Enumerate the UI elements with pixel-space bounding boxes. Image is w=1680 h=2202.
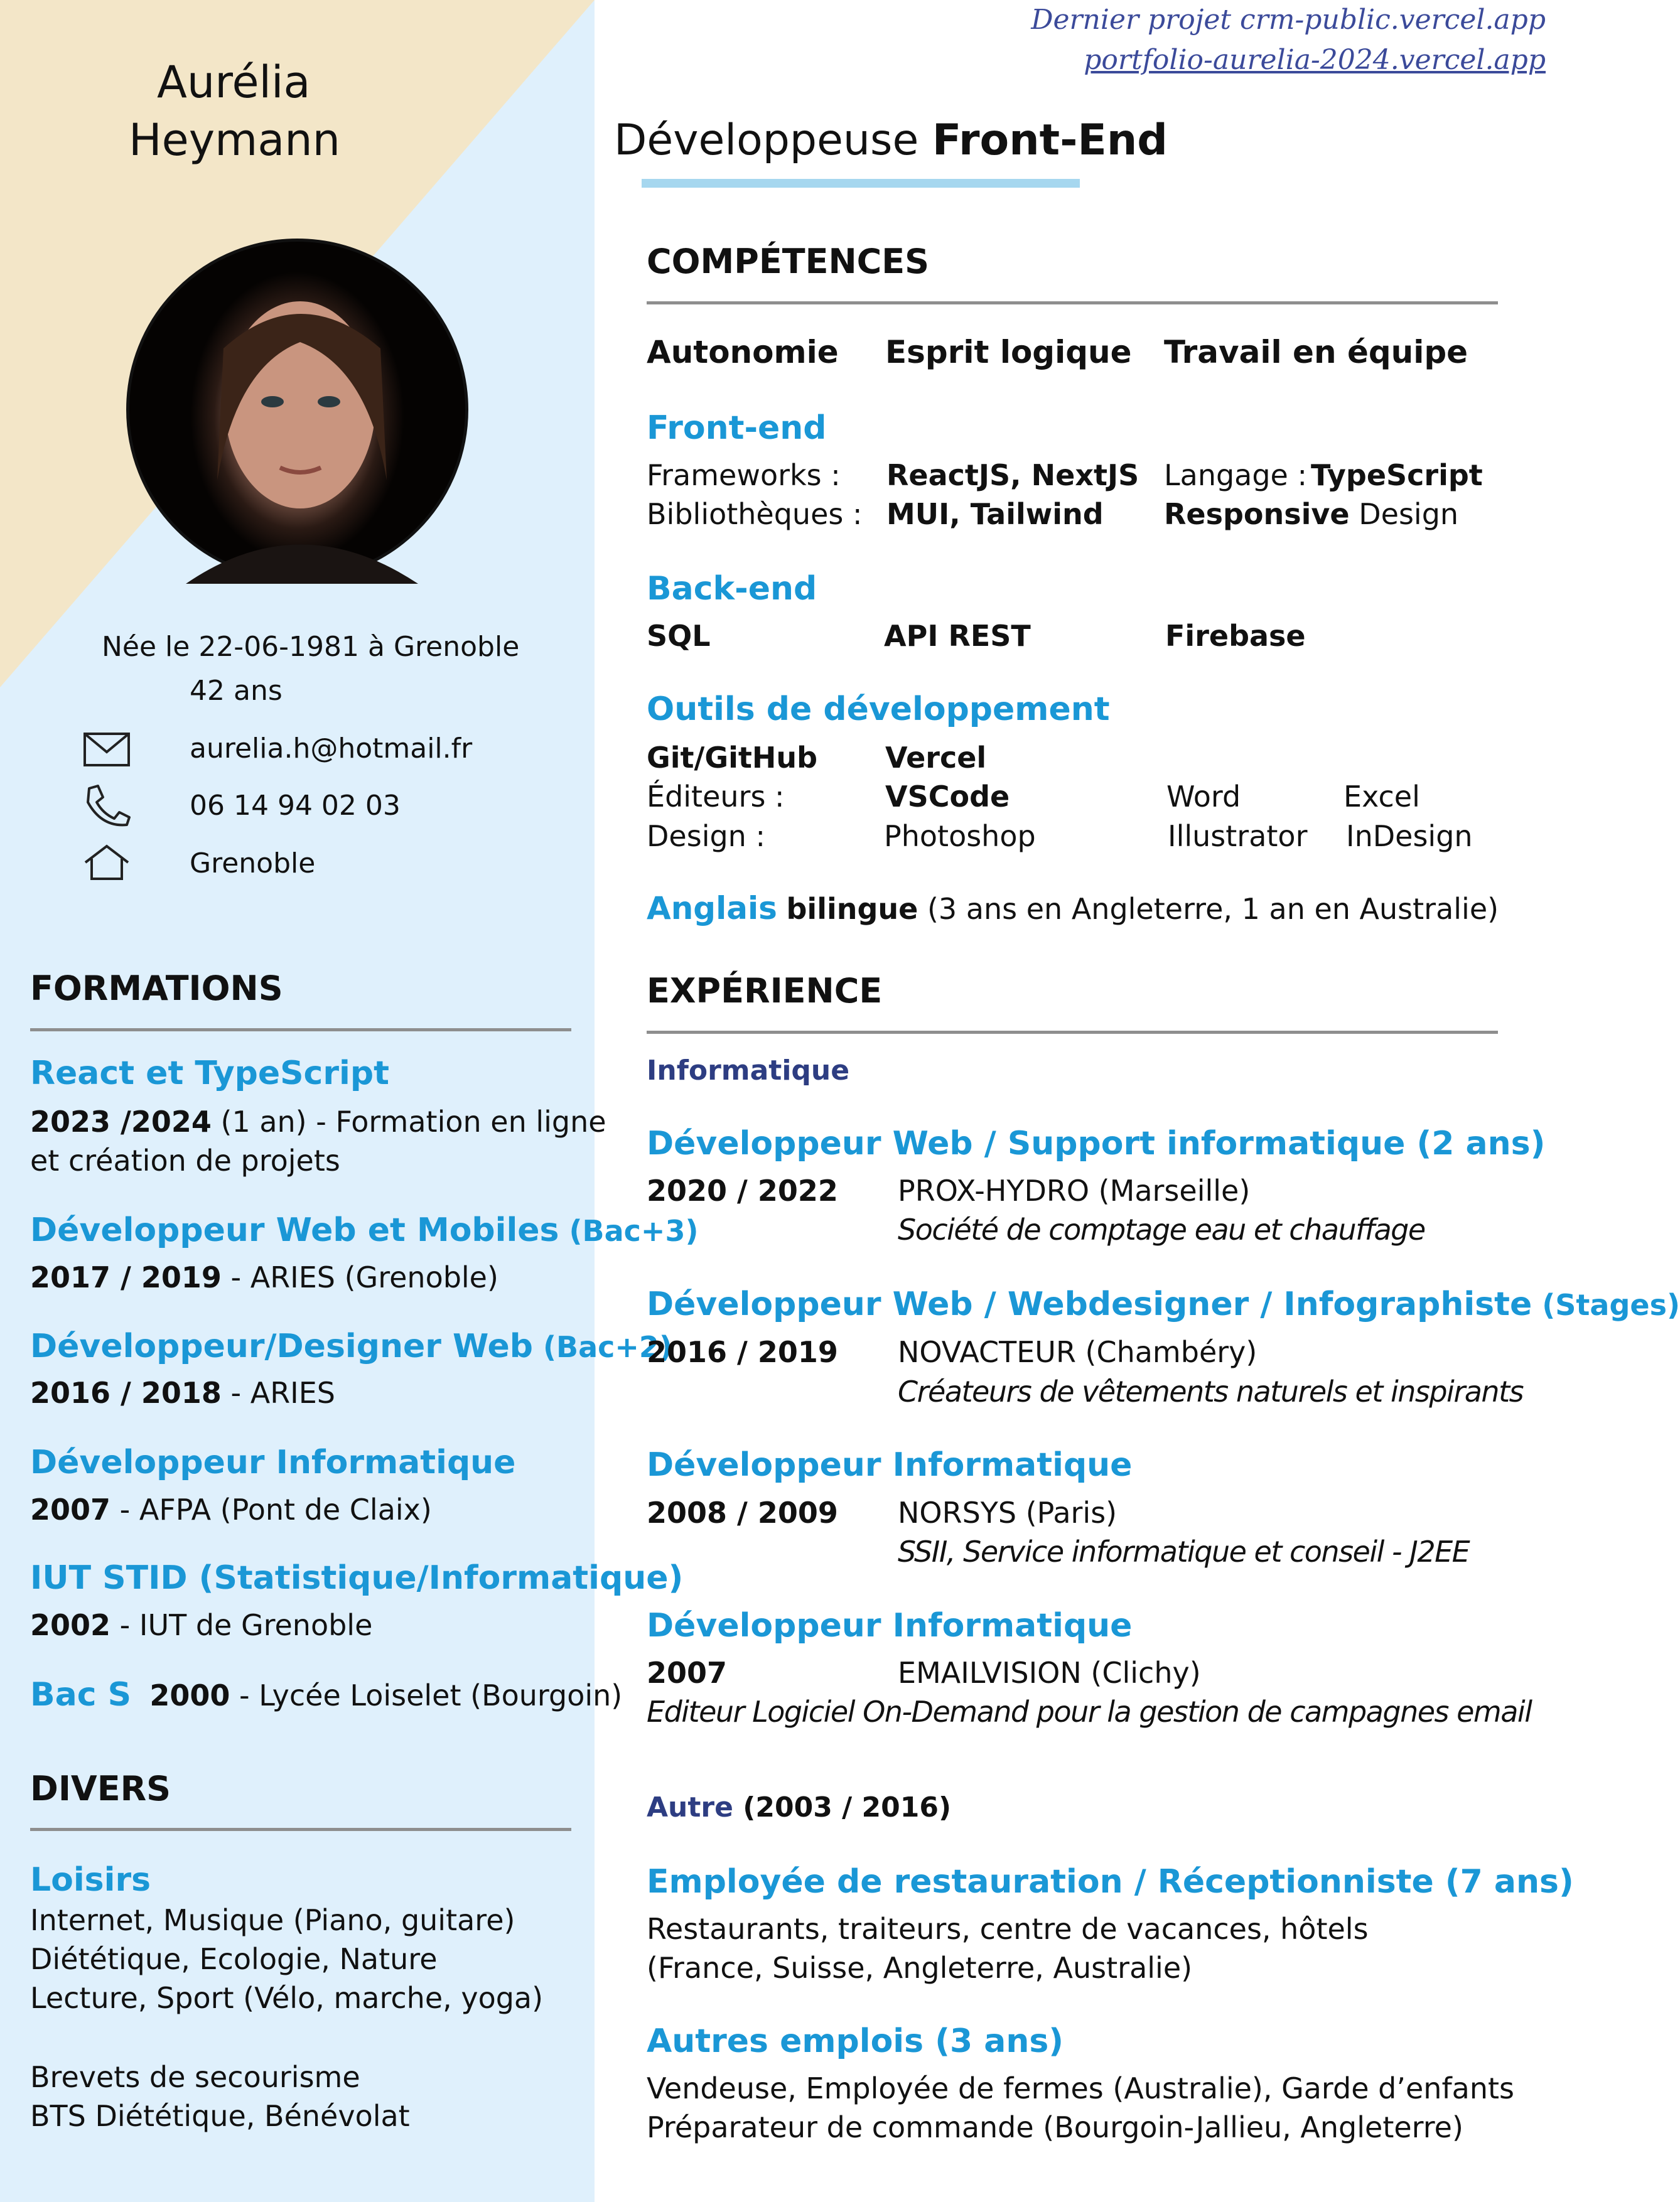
job-years: 2020 / 2022 xyxy=(647,1174,838,1208)
backend-item: Firebase xyxy=(1165,619,1306,653)
divers-item: BTS Diététique, Bénévolat xyxy=(30,2099,410,2133)
design-label: Design : xyxy=(647,819,765,853)
formation-detail: 2002 - IUT de Grenoble xyxy=(30,1608,373,1642)
crm-link[interactable]: Dernier projet crm-public.vercel.app xyxy=(1031,4,1546,36)
job-years: 2007 xyxy=(647,1656,728,1690)
formation-title: Développeur Web et Mobiles (Bac+3) xyxy=(30,1211,699,1249)
first-name: Aurélia xyxy=(157,56,311,108)
formation-title: Développeur/Designer Web (Bac+2) xyxy=(30,1328,672,1365)
job-company: EMAILVISION (Clichy) xyxy=(898,1656,1201,1690)
job-desc: Editeur Logiciel On-Demand pour la gestion de campagnes email xyxy=(647,1695,1532,1729)
job-title: Développeur Informatique xyxy=(647,1446,1133,1484)
backend-title: Back-end xyxy=(647,570,817,608)
formation-title: IUT STID (Statistique/Informatique) xyxy=(30,1559,684,1597)
other-job-title: Autres emplois (3 ans) xyxy=(647,2022,1064,2060)
divers-heading: DIVERS xyxy=(30,1769,171,1808)
other-label: Autre (2003 / 2016) xyxy=(647,1791,952,1823)
tool-excel: Excel xyxy=(1343,780,1420,814)
divers-item: Brevets de secourisme xyxy=(30,2060,360,2094)
formations-divider xyxy=(30,1028,571,1031)
competences-heading: COMPÉTENCES xyxy=(647,242,930,281)
city: Grenoble xyxy=(190,847,316,879)
job-company: NORSYS (Paris) xyxy=(898,1496,1117,1530)
title-underline xyxy=(642,179,1080,188)
backend-item: API REST xyxy=(884,619,1031,653)
job-title: Développeur Web / Webdesigner / Infographiste (Stages) xyxy=(647,1286,1680,1323)
other-job-line: (France, Suisse, Angleterre, Australie) xyxy=(647,1951,1193,1985)
experience-heading: EXPÉRIENCE xyxy=(647,971,883,1011)
frameworks-value: ReactJS, NextJS xyxy=(886,458,1139,492)
last-name: Heymann xyxy=(129,114,340,166)
job-desc: SSII, Service informatique et conseil - J2EE xyxy=(898,1535,1470,1569)
tool-photoshop: Photoshop xyxy=(884,819,1036,853)
tool-vercel: Vercel xyxy=(885,741,987,775)
formation-detail: 2023 /2024 (1 an) - Formation en ligne xyxy=(30,1105,606,1139)
job-company: PROX-HYDRO (Marseille) xyxy=(898,1174,1251,1208)
competences-divider xyxy=(647,301,1498,304)
job-years: 2008 / 2009 xyxy=(647,1496,838,1530)
libs-value: MUI, Tailwind xyxy=(886,497,1104,531)
soft-skill: Esprit logique xyxy=(885,334,1132,370)
editors-label: Éditeurs : xyxy=(647,780,785,814)
portfolio-link[interactable]: portfolio-aurelia-2024.vercel.app xyxy=(1084,44,1546,76)
other-job-line: Vendeuse, Employée de fermes (Australie), Garde d’enfants xyxy=(647,2071,1514,2105)
formation-detail: 2007 - AFPA (Pont de Claix) xyxy=(30,1493,432,1527)
frontend-title: Front-end xyxy=(647,409,827,447)
english-skill: Anglais bilingue (3 ans en Angleterre, 1 an en Australie) xyxy=(647,890,1499,926)
other-job-title: Employée de restauration / Réceptionniste (7 ans) xyxy=(647,1863,1574,1901)
formations-heading: FORMATIONS xyxy=(30,969,283,1008)
tool-illustrator: Illustrator xyxy=(1168,819,1308,853)
job-title: Développeuse Front-End xyxy=(614,115,1168,165)
tool-indesign: InDesign xyxy=(1346,819,1473,853)
frameworks-label: Frameworks : xyxy=(647,458,841,492)
job-title: Développeur Web / Support informatique (2 ans) xyxy=(647,1125,1546,1163)
tool-word: Word xyxy=(1166,780,1241,814)
job-desc: Créateurs de vêtements naturels et inspirants xyxy=(898,1375,1524,1409)
soft-skill: Autonomie xyxy=(647,334,839,370)
profile-photo xyxy=(126,239,468,581)
phone[interactable]: 06 14 94 02 03 xyxy=(190,790,401,822)
job-years: 2016 / 2019 xyxy=(647,1335,838,1369)
formation-title: Développeur Informatique xyxy=(30,1444,516,1481)
divers-divider xyxy=(30,1828,571,1831)
formation-bac: Bac S 2000 - Lycée Loiselet (Bourgoin) xyxy=(30,1676,623,1714)
formation-title: React et TypeScript xyxy=(30,1055,389,1092)
experience-divider xyxy=(647,1031,1498,1034)
other-job-line: Préparateur de commande (Bourgoin-Jallieu, Angleterre) xyxy=(647,2110,1463,2144)
job-company: NOVACTEUR (Chambéry) xyxy=(898,1335,1257,1369)
langage-value: TypeScript xyxy=(1311,458,1483,492)
loisir-item: Lecture, Sport (Vélo, marche, yoga) xyxy=(30,1981,544,2015)
responsive-design: Responsive Design xyxy=(1164,497,1459,531)
langage-label: Langage : xyxy=(1164,458,1307,492)
soft-skill: Travail en équipe xyxy=(1164,334,1468,370)
home-icon xyxy=(83,844,131,881)
loisir-item: Diététique, Ecologie, Nature xyxy=(30,1942,438,1976)
formation-detail: 2016 / 2018 - ARIES xyxy=(30,1376,335,1410)
loisirs-title: Loisirs xyxy=(30,1861,151,1899)
tool-vscode: VSCode xyxy=(885,780,1010,814)
libs-label: Bibliothèques : xyxy=(647,497,863,531)
phone-icon xyxy=(83,783,131,827)
job-title: Développeur Informatique xyxy=(647,1607,1133,1645)
backend-item: SQL xyxy=(647,619,711,653)
tools-title: Outils de développement xyxy=(647,690,1110,728)
email-icon xyxy=(83,732,131,767)
it-label: Informatique xyxy=(647,1055,850,1087)
birth-info: Née le 22-06-1981 à Grenoble xyxy=(102,631,520,663)
tool-git: Git/GitHub xyxy=(647,741,818,775)
job-desc: Société de comptage eau et chauffage xyxy=(898,1213,1425,1247)
formation-detail-2: et création de projets xyxy=(30,1144,340,1178)
loisir-item: Internet, Musique (Piano, guitare) xyxy=(30,1903,515,1937)
age: 42 ans xyxy=(190,675,283,707)
email[interactable]: aurelia.h@hotmail.fr xyxy=(190,733,473,765)
other-job-line: Restaurants, traiteurs, centre de vacances, hôtels xyxy=(647,1912,1369,1946)
formation-detail: 2017 / 2019 - ARIES (Grenoble) xyxy=(30,1260,498,1294)
